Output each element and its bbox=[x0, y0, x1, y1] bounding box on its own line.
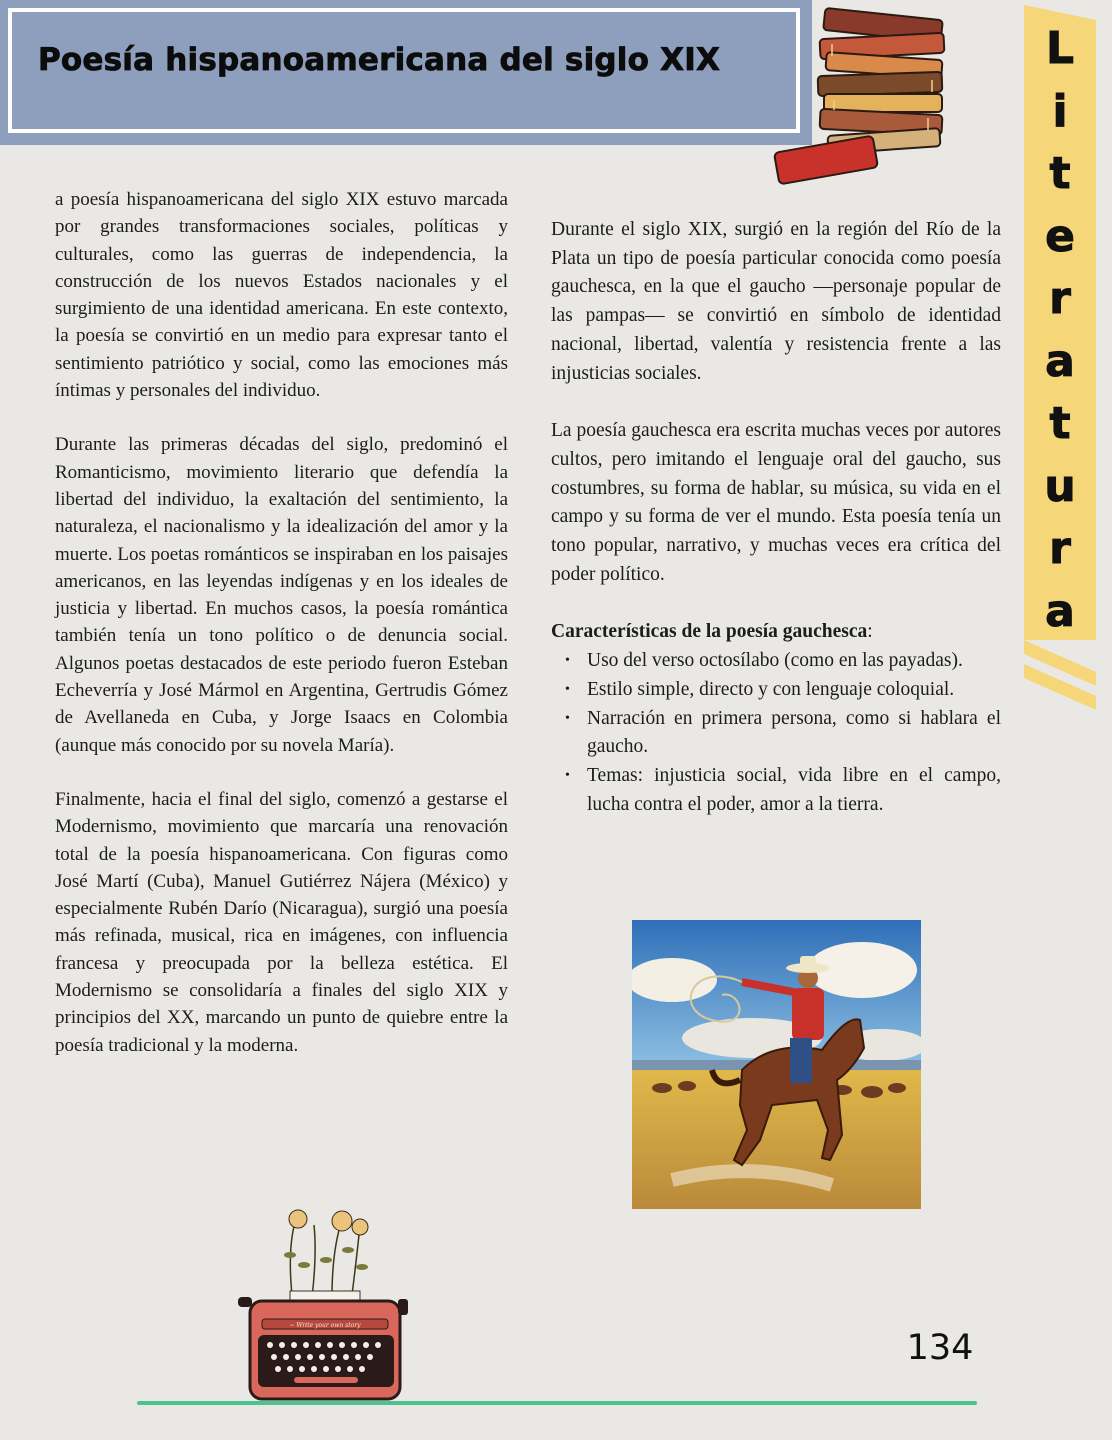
ribbon-letter: a bbox=[1045, 335, 1075, 387]
ribbon-letter: i bbox=[1052, 85, 1068, 137]
ribbon-letter: a bbox=[1045, 585, 1075, 637]
ribbon-letter: t bbox=[1049, 398, 1071, 449]
characteristics-list bbox=[551, 647, 1001, 819]
ribbon-letter: L bbox=[1045, 23, 1075, 74]
list-item: • Uso del verso octosílabo (como en las payadas). bbox=[587, 647, 1001, 676]
ribbon-letter: r bbox=[1049, 273, 1071, 324]
characteristics-heading: Características de la poesía gauchesca bbox=[551, 621, 868, 643]
modernism-paragraph: Finalmente, hacia el final del siglo, comenzó a gestarse el Modernismo, movimiento que marcaría una renovación total de la poesía hispanoamericana. Con figuras como José Martí (Cuba), Manuel Gutiérrez Nájera (México) y especialmente Rubén Darío (Nicaragua), surgió una poesía más refinada, musical, rica en imágenes, con influencia francesa y preocupada por la belleza estética. El Modernismo se consolidaría a finales del siglo XIX y principios del XX, marcando un punto de quiebre entre la poesía tradicional y la moderna. bbox=[55, 788, 508, 1056]
ribbon-letter: e bbox=[1045, 210, 1075, 262]
right-column bbox=[551, 216, 1001, 819]
ribbon-letter: u bbox=[1044, 460, 1076, 512]
books-stack-illustration bbox=[772, 4, 957, 194]
title-banner bbox=[0, 0, 812, 145]
ribbon-letter: t bbox=[1049, 148, 1071, 199]
romanticism-paragraph: Durante las primeras décadas del siglo, predominó el Romanticismo, movimiento literario que defendía la libertad del individuo, la exaltación del sentimiento, la naturaleza, el nacionalismo y la idealización del amor y la muerte. Los poetas románticos se inspiraban en los paisajes americanos, en las leyendas indígenas y en los ideales de justicia y libertad. En muchos casos, la poesía romántica también tenía un tono político o de denuncia social. Algunos poetas destacados de este periodo fueron Esteban Echeverría y José Mármol en Argentina, Gertrudis Gómez de Avellaneda en Cuba, y Jorge Isaacs en Colombia (aunque más conocido por su novela María). bbox=[55, 434, 508, 756]
page-number: 134 bbox=[906, 1328, 974, 1368]
page-title: Poesía hispanoamericana del siglo XIX bbox=[38, 42, 721, 78]
typewriter-illustration bbox=[232, 1205, 410, 1405]
list-item: • Estilo simple, directo y con lenguaje coloquial. bbox=[587, 676, 1001, 705]
heading-colon: : bbox=[867, 621, 873, 643]
gauchesca-style-paragraph: La poesía gauchesca era escrita muchas veces por autores cultos, pero imitando el lenguaje oral del gaucho, sus costumbres, su forma de hablar, su música, su vida en el campo y su forma de ver el mundo. Esta poesía tenía un tono popular, narrativo, y muchas veces era crítica del poder político. bbox=[551, 420, 1001, 585]
gauchesca-intro-paragraph: Durante el siglo XIX, surgió en la región del Río de la Plata un tipo de poesía particular conocida como poesía gauchesca, en la que el gaucho —personaje popular de las pampas— se convirtió en símbolo de identidad nacional, libertad, valentía y resistencia frente a las injusticias sociales. bbox=[551, 219, 1001, 384]
ribbon-letter: r bbox=[1049, 523, 1071, 574]
list-item: • Temas: injusticia social, vida libre en el campo, lucha contra el poder, amor a la tierra. bbox=[587, 762, 1001, 819]
footer-divider bbox=[137, 1401, 977, 1405]
characteristics-heading-row bbox=[551, 618, 1001, 647]
gaucho-on-horse-illustration bbox=[632, 920, 921, 1209]
left-column bbox=[55, 186, 508, 1086]
intro-paragraph: a poesía hispanoamericana del siglo XIX estuvo marcada por grandes transformaciones sociales, políticas y culturales, como las guerras de independencia, la construcción de los nuevos Estados nacionales y el surgimiento de una identidad americana. En este contexto, la poesía se convirtió en un medio para expresar tanto el sentimiento patriótico y social, como las emociones más íntimas y personales del individuo. bbox=[55, 189, 508, 402]
vertical-literatura-label bbox=[1024, 18, 1096, 643]
list-item: • Narración en primera persona, como si hablara el gaucho. bbox=[587, 705, 1001, 762]
title-frame bbox=[8, 8, 800, 133]
typewriter-caption: ~ Write your own story bbox=[289, 1322, 361, 1329]
